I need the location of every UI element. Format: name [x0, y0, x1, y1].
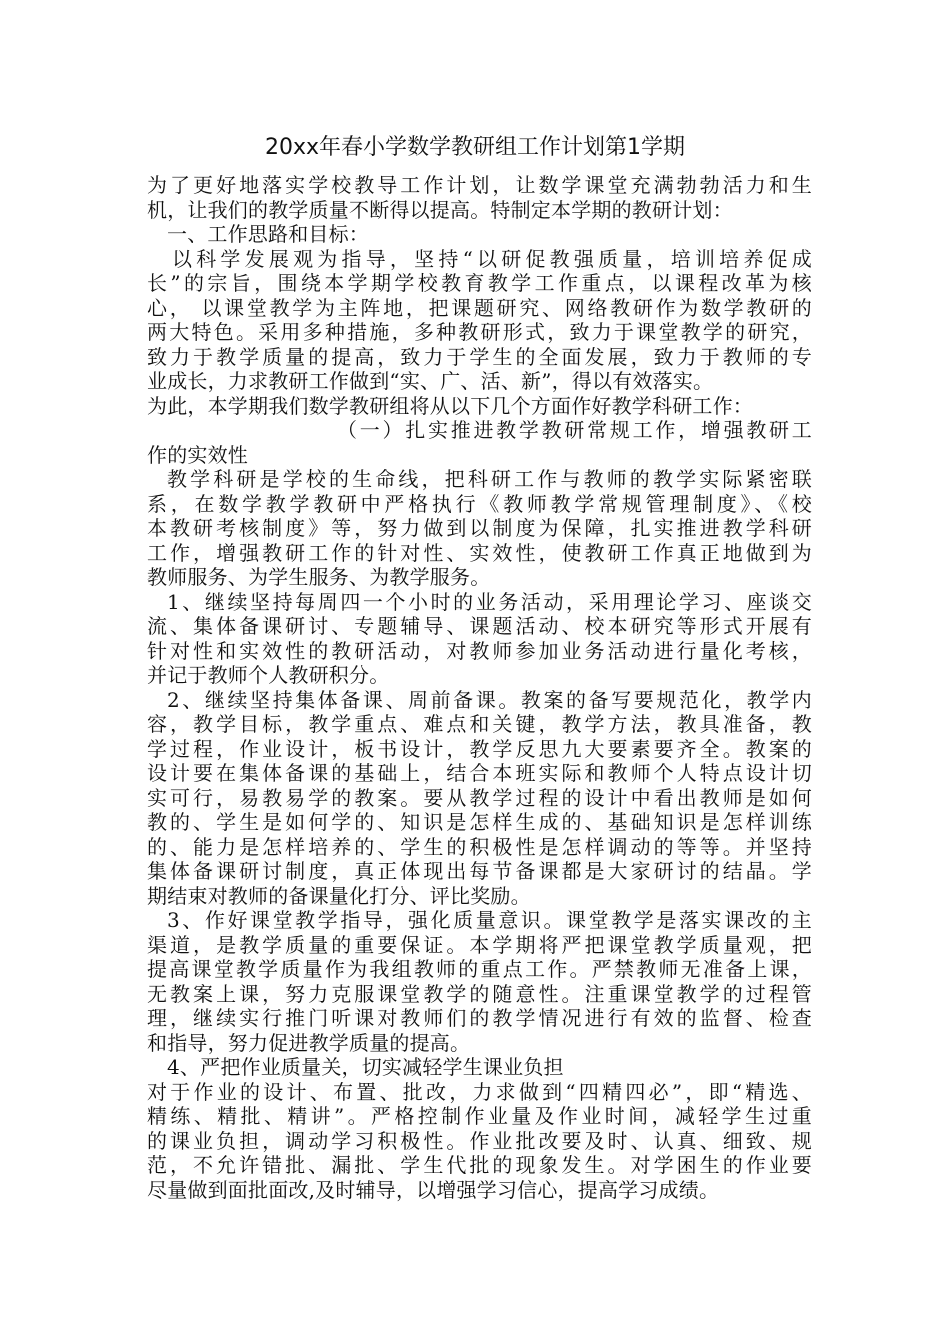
list-item-4-line: 精练、精批、精讲”。严格控制作业量及作业时间，减轻学生过重 — [147, 1104, 812, 1128]
list-item-1-line: 流、集体备课研讨、专题辅导、课题活动、校本研究等形式开展有 — [147, 614, 812, 638]
list-item-4-line: 的课业负担，调动学习积极性。作业批改要及时、认真、细致、规 — [147, 1128, 812, 1153]
list-item-2-line: 容，教学目标，教学重点、难点和关键，教学方法，教具准备，教 — [147, 712, 812, 736]
list-item-3-line: 3、作好课堂教学指导，强化质量意识。课堂教学是落实课改的主 — [167, 908, 812, 932]
paragraph-line: 业成长，力求教研工作做到“实、广、活、新”，得以有效落实。 — [147, 369, 714, 393]
list-item-4-line: 尽量做到面批面改,及时辅导，以增强学习信心，提高学习成绩。 — [147, 1177, 720, 1202]
list-item-1-line: 1、继续坚持每周四一个小时的业务活动，采用理论学习、座谈交 — [167, 589, 812, 614]
list-item-1-line: 并记于教师个人教研积分。 — [147, 663, 390, 687]
list-item-2-line: 的、能力是怎样培养的、学生的积极性是怎样调动的等等。并坚持 — [147, 834, 812, 859]
paragraph-line: 为了更好地落实学校教导工作计划，让数学课堂充满勃勃活力和生 — [147, 173, 812, 197]
paragraph-line: 工作，增强教研工作的针对性、实效性，使教研工作真正地做到为 — [147, 540, 812, 565]
paragraph-line: 教师服务、为学生服务、为教学服务。 — [147, 565, 491, 589]
paragraph-line: 两大特色。采用多种措施，多种教研形式，致力于课堂教学的研究， — [147, 320, 812, 344]
subsection-heading-continued: 作的实效性 — [147, 442, 248, 467]
list-item-3-line: 无教案上课，努力克服课堂教学的随意性。注重课堂教学的过程管 — [147, 981, 812, 1006]
list-item-2-line: 学过程，作业设计，板书设计，教学反思九大要素要齐全。教案的 — [147, 736, 812, 761]
list-item-3-line: 渠道，是教学质量的重要保证。本学期将严把课堂教学质量观，把 — [147, 932, 812, 957]
list-item-3-line: 和指导，努力促进教学质量的提高。 — [147, 1030, 471, 1055]
list-item-3-line: 提高课堂教学质量作为我组教师的重点工作。严禁教师无准备上课， — [147, 957, 812, 981]
list-item-1-line: 针对性和实效性的教研活动，对教师参加业务活动进行量化考核， — [147, 638, 812, 663]
paragraph-line: 以科学发展观为指导，坚持“以研促教强质量，培训培养促成 — [172, 246, 812, 271]
list-item-4-line: 对于作业的设计、布置、批改，力求做到“四精四必”，即“精选、 — [147, 1079, 812, 1104]
paragraph-line: 为此，本学期我们数学教研组将从以下几个方面作好教学科研工作： — [147, 393, 753, 418]
list-item-2-line: 设计要在集体备课的基础上，结合本班实际和教师个人特点设计切 — [147, 761, 812, 785]
subsection-heading: （一）扎实推进教学教研常规工作，增强教研工 — [337, 418, 812, 442]
paragraph-line: 机，让我们的教学质量不断得以提高。特制定本学期的教研计划： — [147, 197, 733, 222]
paragraph-line: 教学科研是学校的生命线，把科研工作与教师的教学实际紧密联 — [167, 467, 812, 491]
paragraph-line: 本教研考核制度》等，努力做到以制度为保障，扎实推进教学科研 — [147, 516, 812, 540]
list-item-2-line: 教的、学生是如何学的、知识是怎样生成的、基础知识是怎样训练 — [147, 810, 812, 834]
paragraph-line: 长”的宗旨，围绕本学期学校教育教学工作重点，以课程改革为核 — [147, 271, 812, 295]
list-item-4-line: 范，不允许错批、漏批、学生代批的现象发生。对学困生的作业要 — [147, 1153, 812, 1177]
list-item-2-line: 期结束对教师的备课量化打分、评比奖励。 — [147, 883, 531, 908]
paragraph-line: 心， 以课堂教学为主阵地，把课题研究、网络教研作为数学教研的 — [147, 295, 812, 320]
paragraph-line: 致力于教学质量的提高，致力于学生的全面发展，致力于教师的专 — [147, 344, 812, 369]
list-item-2-line: 2、继续坚持集体备课、周前备课。教案的备写要规范化，教学内 — [167, 687, 812, 712]
list-item-2-line: 集体备课研讨制度，真正体现出每节备课都是大家研讨的结晶。学 — [147, 859, 812, 883]
paragraph-line: 系，在数学教学教研中严格执行《教师教学常规管理制度》、《校 — [147, 491, 812, 516]
document-body — [147, 173, 812, 1202]
list-item-2-line: 实可行，易教易学的教案。要从教学过程的设计中看出教师是如何 — [147, 785, 812, 810]
document-title: 20xx年春小学数学教研组工作计划第1学期 — [264, 135, 686, 160]
list-item-3-line: 理，继续实行推门听课对教师们的教学情况进行有效的监督、检查 — [147, 1006, 812, 1030]
list-item-4-heading: 4、严把作业质量关，切实减轻学生课业负担 — [167, 1055, 564, 1079]
section-heading: 一、工作思路和目标： — [167, 222, 369, 246]
